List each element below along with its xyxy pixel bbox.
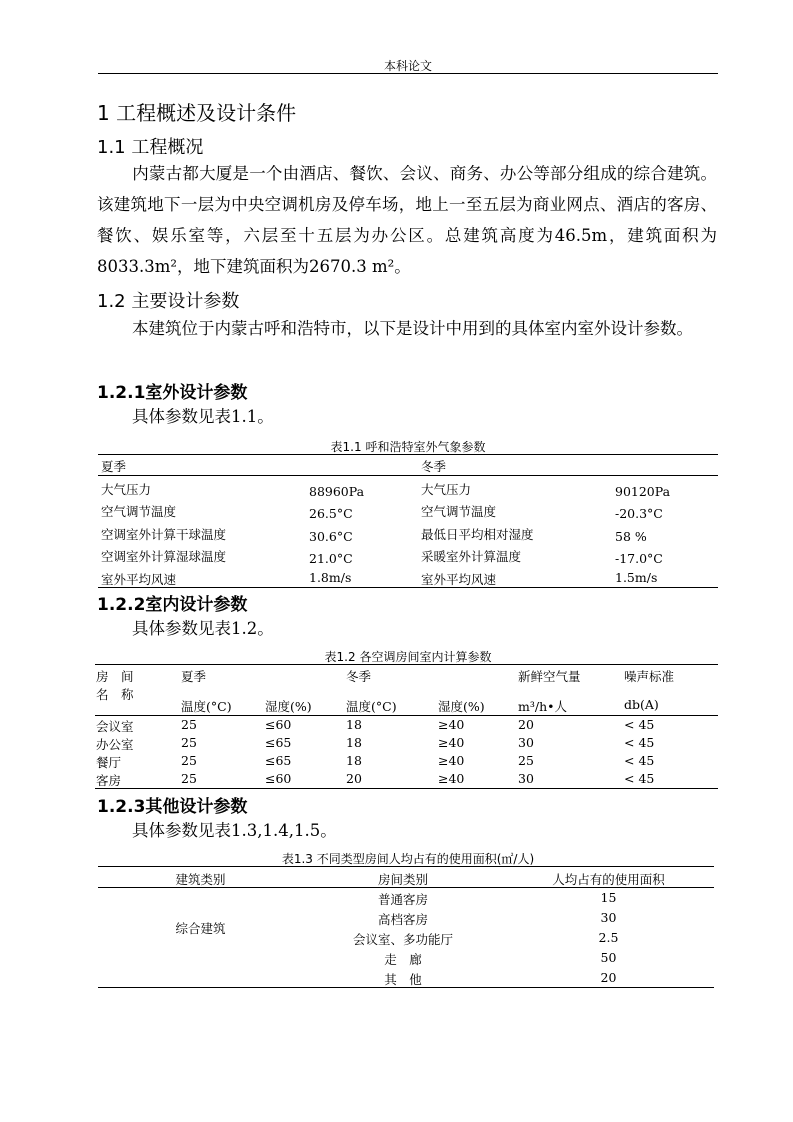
table-cell: 空气调节温度 <box>421 504 497 519</box>
table-cell: 高档客房 <box>377 912 428 927</box>
table-cell: 普通客房 <box>377 892 428 907</box>
table-1-3-caption: 表1.3 不同类型房间人均占有的使用面积(㎡/人) <box>281 852 535 866</box>
table-cell: ≥40 <box>438 771 465 786</box>
table-cell: 30 <box>518 771 534 786</box>
table-cell: 温度(°C) <box>346 699 397 714</box>
table-rule <box>95 715 718 716</box>
table-rule <box>98 887 714 888</box>
section-1-2-1-title: 1.2.1室外设计参数 <box>97 383 248 403</box>
table-cell: ≤60 <box>265 771 292 786</box>
table-cell: 会议室 <box>96 719 134 734</box>
table-cell: -20.3°C <box>615 506 663 521</box>
table-cell: 58 % <box>615 529 647 544</box>
table-cell: 冬季 <box>346 669 372 684</box>
section-1-1-title: 1.1 工程概况 <box>97 137 204 158</box>
section-1-2-title: 1.2 主要设计参数 <box>97 291 240 312</box>
table-cell: 采暖室外计算温度 <box>421 549 522 564</box>
section-1-2-3-paragraph <box>97 815 717 846</box>
table-rule <box>98 987 714 988</box>
table-cell: 空调室外计算湿球温度 <box>101 549 227 564</box>
table-cell: 办公室 <box>96 737 134 752</box>
table-cell: 25 <box>181 717 197 732</box>
table-cell: 新鲜空气量 <box>518 669 581 684</box>
table-cell: 2.5 <box>598 930 619 945</box>
table-cell: 1.5m/s <box>615 570 658 585</box>
table-cell: 21.0°C <box>309 551 353 566</box>
table-cell: ≥40 <box>438 717 465 732</box>
table-1-1-summer-header: 夏季 <box>101 459 127 474</box>
table-cell: < 45 <box>624 753 655 768</box>
table-cell: 房 间 <box>96 669 134 684</box>
table-cell: 空调室外计算干球温度 <box>101 527 227 542</box>
table-rule <box>98 475 718 476</box>
table-cell: 26.5°C <box>309 506 353 521</box>
table-cell: -17.0°C <box>615 551 663 566</box>
table-cell: 夏季 <box>181 669 207 684</box>
table-1-2-caption: 表1.2 各空调房间室内计算参数 <box>324 650 492 664</box>
table-cell: db(A) <box>624 697 659 712</box>
table-1-1-winter-header: 冬季 <box>421 459 447 474</box>
table-cell: 90120Pa <box>615 484 671 499</box>
table-cell: 30 <box>518 735 534 750</box>
table-cell: ≥40 <box>438 735 465 750</box>
table-cell: 大气压力 <box>101 482 152 497</box>
section-1-2-1-paragraph <box>97 401 717 432</box>
table-cell: 空气调节温度 <box>101 504 177 519</box>
section-1-2-3-text: 具体参数见表1.3,1.4,1.5。 <box>132 821 337 840</box>
page-header: 本科论文 <box>383 59 432 73</box>
table-cell: 大气压力 <box>421 482 472 497</box>
table-cell: ≥40 <box>438 753 465 768</box>
section-1-2-2-text: 具体参数见表1.2。 <box>132 619 274 638</box>
table-cell: 25 <box>518 753 534 768</box>
section-1-2-2-title: 1.2.2室内设计参数 <box>97 595 248 615</box>
table-cell: 湿度(%) <box>438 699 485 714</box>
table-rule <box>98 587 718 588</box>
table-cell: 客房 <box>96 773 122 788</box>
section-1-2-paragraph <box>97 313 717 344</box>
table-cell: 室外平均风速 <box>101 572 177 587</box>
table-cell: ≤65 <box>265 735 292 750</box>
section-1-2-3-title: 1.2.3其他设计参数 <box>97 797 248 817</box>
table-cell: 温度(°C) <box>181 699 232 714</box>
table-cell: < 45 <box>624 735 655 750</box>
table-rule <box>98 866 714 867</box>
table-1-1-caption: 表1.1 呼和浩特室外气象参数 <box>330 440 486 454</box>
table-cell: < 45 <box>624 771 655 786</box>
table-cell: 室外平均风速 <box>421 572 497 587</box>
table-header: 人均占有的使用面积 <box>552 872 665 887</box>
table-cell: 名 称 <box>96 687 134 702</box>
table-cell: 88960Pa <box>309 484 365 499</box>
table-cell: 湿度(%) <box>265 699 312 714</box>
table-cell: m³/h•人 <box>518 699 567 714</box>
table-cell: ≤65 <box>265 753 292 768</box>
table-header: 房间类别 <box>377 872 428 887</box>
table-rule <box>95 664 718 665</box>
section-1-1-text: 内蒙古都大厦是一个由酒店、餐饮、会议、商务、办公等部分组成的综合建筑。该建筑地下一层为中央空调机房及停车场，地上一至五层为商业网点、酒店的客房、餐饮、娱乐室等，六层至十五层为办公区。总建筑高度为46.5m，建筑面积为8033.3m²，地下建筑面积为2670.3 m²。 <box>97 164 717 276</box>
table-cell: ≤60 <box>265 717 292 732</box>
table-cell: 30 <box>600 910 617 925</box>
table-cell: 30.6°C <box>309 529 353 544</box>
table-cell: 餐厅 <box>96 755 122 770</box>
table-cell: 18 <box>346 717 362 732</box>
table-cell: 20 <box>346 771 362 786</box>
section-1-2-1-text: 具体参数见表1.1。 <box>132 407 274 426</box>
table-cell: 18 <box>346 753 362 768</box>
header-rule <box>98 73 718 74</box>
table-cell: 15 <box>600 890 617 905</box>
table-cell: 其 他 <box>384 972 422 987</box>
table-header: 建筑类别 <box>175 872 226 887</box>
table-cell: 50 <box>600 950 617 965</box>
section-1-1-paragraph <box>97 158 717 282</box>
table-cell: 25 <box>181 753 197 768</box>
table-rule <box>95 788 718 789</box>
chapter-title: 1 工程概述及设计条件 <box>97 101 297 125</box>
table-cell: < 45 <box>624 717 655 732</box>
table-cell: 18 <box>346 735 362 750</box>
table-cell: 25 <box>181 771 197 786</box>
table-cell: 20 <box>518 717 534 732</box>
section-1-2-text: 本建筑位于内蒙古呼和浩特市，以下是设计中用到的具体室内室外设计参数。 <box>132 319 693 338</box>
table-cell: 最低日平均相对湿度 <box>421 527 534 542</box>
table-cell: 会议室、多功能厅 <box>352 932 453 947</box>
table-cell: 1.8m/s <box>309 570 352 585</box>
table-cell: 走 廊 <box>384 952 422 967</box>
table-cell: 噪声标准 <box>624 669 675 684</box>
table-cell: 20 <box>600 970 617 985</box>
table-rule <box>98 454 718 455</box>
table-cell: 25 <box>181 735 197 750</box>
table-group-cell: 综合建筑 <box>175 921 226 936</box>
section-1-2-2-paragraph <box>97 613 717 644</box>
